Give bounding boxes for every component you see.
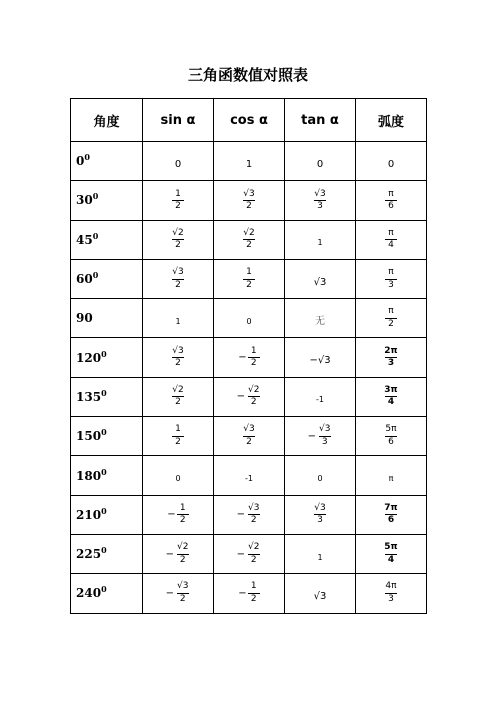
cell-value: −√3 [309, 355, 331, 367]
angle-value: 240 [76, 586, 102, 601]
table-row [71, 338, 427, 377]
tan-cell [285, 495, 356, 534]
fraction-numerator: √2 [172, 384, 184, 395]
cell-value: 0 [387, 158, 395, 170]
radian-cell [356, 574, 427, 613]
fraction [246, 543, 261, 565]
degree-superscript: 0 [92, 191, 99, 202]
radian-cell [356, 417, 427, 456]
degree-superscript: 0 [101, 466, 107, 477]
fraction-numerator: √2 [172, 227, 184, 238]
fraction [385, 307, 397, 329]
angle-cell [71, 377, 143, 416]
degree-superscript: 0 [84, 152, 90, 163]
cell-value: 1 [317, 238, 323, 248]
tan-cell [285, 299, 356, 338]
fraction-denominator: 6 [385, 200, 397, 211]
fraction [170, 268, 185, 290]
sin-cell [143, 338, 214, 377]
fraction-numerator: 1 [175, 424, 181, 435]
fraction-numerator: √3 [172, 267, 184, 278]
angle-cell [71, 534, 143, 573]
table-row [71, 299, 427, 338]
minus-sign: − [167, 509, 176, 521]
fraction-denominator: 2 [243, 279, 255, 290]
cos-cell [214, 142, 285, 181]
fraction [175, 582, 190, 604]
cell-value: 1 [317, 552, 323, 562]
fraction-numerator: √2 [243, 227, 255, 238]
angle-cell [71, 574, 143, 613]
fraction-denominator: 2 [172, 396, 184, 407]
tan-cell [285, 417, 356, 456]
fraction [382, 504, 399, 526]
fraction-numerator: √3 [247, 502, 260, 513]
fraction-denominator: 6 [385, 436, 397, 447]
fraction-denominator: 4 [385, 396, 397, 407]
fraction-numerator: √3 [172, 345, 184, 356]
radian-cell [356, 377, 427, 416]
angle-cell [71, 220, 143, 259]
table-row [71, 574, 427, 613]
tan-cell [285, 338, 356, 377]
angle-value: 0 [76, 154, 85, 169]
sin-cell [143, 220, 214, 259]
fraction-denominator: 2 [243, 200, 255, 211]
cos-cell [214, 181, 285, 220]
sin-cell [143, 377, 214, 416]
table-row [71, 534, 427, 573]
fraction [170, 347, 185, 369]
fraction-denominator: 2 [177, 593, 189, 604]
degree-superscript: 0 [101, 584, 107, 595]
fraction-numerator: 4π [385, 581, 397, 592]
fraction-denominator: 4 [385, 239, 397, 250]
angle-value: 30 [76, 193, 93, 208]
table-row [71, 142, 427, 181]
fraction [243, 268, 255, 290]
fraction [246, 386, 261, 408]
sin-cell [143, 299, 214, 338]
fraction [172, 425, 184, 447]
fraction-denominator: 3 [314, 200, 326, 211]
fraction-numerator: 5π [384, 542, 398, 553]
fraction-denominator: 2 [248, 396, 260, 407]
fraction-denominator: 2 [172, 239, 184, 250]
tan-cell [285, 456, 356, 495]
table-row [71, 220, 427, 259]
fraction-numerator: 5π [385, 424, 397, 435]
fraction-numerator: √3 [243, 424, 255, 435]
header-angle: 角度 [71, 99, 143, 142]
fraction [175, 543, 190, 565]
radian-cell [356, 534, 427, 573]
tan-cell [285, 220, 356, 259]
cos-cell [214, 456, 285, 495]
fraction [248, 582, 260, 604]
fraction-denominator: 2 [172, 436, 184, 447]
angle-value: 90 [76, 311, 93, 326]
minus-sign: − [238, 352, 247, 364]
cell-value: 1 [245, 158, 253, 170]
fraction [241, 229, 256, 251]
angle-value: 60 [76, 272, 93, 287]
cos-cell [214, 574, 285, 613]
fraction [241, 425, 256, 447]
cell-value: 0 [317, 474, 323, 484]
header-tan: tan α [285, 99, 356, 142]
fraction-denominator: 2 [248, 357, 260, 368]
fraction-denominator: 2 [248, 514, 260, 525]
table-header-row [71, 99, 427, 142]
fraction [317, 425, 332, 447]
minus-sign: − [236, 391, 245, 403]
fraction-denominator: 3 [385, 357, 397, 368]
radian-cell [356, 142, 427, 181]
fraction-denominator: 2 [177, 554, 189, 565]
tan-cell [285, 534, 356, 573]
fraction-denominator: 3 [319, 436, 331, 447]
fraction-denominator: 2 [248, 593, 260, 604]
fraction-numerator: √3 [176, 581, 189, 592]
cell-value: 0 [175, 474, 181, 484]
cos-cell [214, 417, 285, 456]
fraction-denominator: 2 [172, 357, 184, 368]
radian-cell [356, 495, 427, 534]
fraction-numerator: 1 [250, 345, 257, 356]
cos-cell [214, 299, 285, 338]
fraction-numerator: 1 [246, 267, 252, 278]
radian-cell [356, 220, 427, 259]
cell-value: π [388, 474, 394, 484]
table-row [71, 495, 427, 534]
minus-sign: − [165, 587, 174, 599]
fraction [177, 504, 189, 526]
sin-cell [143, 181, 214, 220]
degree-superscript: 0 [92, 270, 99, 281]
angle-cell [71, 495, 143, 534]
fraction-numerator: π [388, 188, 394, 199]
minus-sign: − [236, 509, 245, 521]
tan-cell [285, 574, 356, 613]
angle-cell [71, 299, 143, 338]
fraction-numerator: √3 [318, 424, 331, 435]
fraction [383, 425, 398, 447]
trig-value-table [70, 98, 427, 614]
minus-sign: − [236, 548, 245, 560]
degree-superscript: 0 [92, 230, 99, 241]
fraction [385, 229, 397, 251]
fraction-numerator: π [388, 306, 394, 317]
fraction-denominator: 3 [385, 593, 397, 604]
fraction [246, 504, 261, 526]
angle-cell [71, 338, 143, 377]
fraction-numerator: √3 [314, 502, 326, 513]
fraction-numerator: 1 [179, 502, 186, 513]
angle-cell [71, 456, 143, 495]
fraction-numerator: 2π [384, 345, 398, 356]
sin-cell [143, 142, 214, 181]
fraction-denominator: 2 [243, 436, 255, 447]
angle-cell [71, 142, 143, 181]
fraction [172, 190, 184, 212]
tan-cell [285, 259, 356, 298]
fraction [170, 229, 185, 251]
fraction-numerator: 7π [384, 502, 398, 513]
radian-cell [356, 338, 427, 377]
fraction-denominator: 2 [243, 239, 255, 250]
fraction-denominator: 2 [172, 200, 184, 211]
radian-cell [356, 299, 427, 338]
cos-cell [214, 495, 285, 534]
cos-cell [214, 377, 285, 416]
fraction [382, 543, 399, 565]
cell-value: √3 [313, 590, 327, 602]
cos-cell [214, 220, 285, 259]
angle-cell [71, 181, 143, 220]
radian-cell [356, 456, 427, 495]
sin-cell [143, 456, 214, 495]
degree-superscript: 0 [101, 427, 107, 438]
fraction [382, 386, 399, 408]
degree-superscript: 0 [101, 505, 107, 516]
sin-cell [143, 259, 214, 298]
cell-value: -1 [245, 474, 253, 484]
angle-value: 135 [76, 389, 102, 404]
tan-cell [285, 377, 356, 416]
fraction-numerator: π [388, 267, 394, 278]
cell-value: 0 [174, 158, 182, 170]
sin-cell [143, 417, 214, 456]
minus-sign: − [165, 548, 174, 560]
fraction-denominator: 2 [385, 318, 397, 329]
angle-cell [71, 417, 143, 456]
angle-value: 120 [76, 350, 102, 365]
radian-cell [356, 259, 427, 298]
tan-cell [285, 181, 356, 220]
table-body [71, 142, 427, 614]
table-row [71, 259, 427, 298]
sin-cell [143, 574, 214, 613]
fraction [383, 582, 398, 604]
fraction [385, 190, 397, 212]
cos-cell [214, 259, 285, 298]
sin-cell [143, 495, 214, 534]
fraction-numerator: 1 [250, 581, 257, 592]
fraction-denominator: 2 [248, 554, 260, 565]
fraction [385, 268, 397, 290]
fraction-numerator: √2 [247, 384, 260, 395]
fraction-numerator: √3 [314, 188, 326, 199]
fraction [248, 347, 260, 369]
radian-cell [356, 181, 427, 220]
fraction [170, 386, 185, 408]
cos-cell [214, 338, 285, 377]
header-sin: sin α [143, 99, 214, 142]
angle-value: 225 [76, 547, 102, 562]
cell-value: 0 [316, 158, 324, 170]
cell-value: -1 [316, 395, 324, 405]
fraction-denominator: 3 [385, 279, 397, 290]
fraction-denominator: 6 [385, 514, 397, 525]
cell-value: 0 [246, 316, 252, 326]
minus-sign: − [238, 587, 247, 599]
fraction [241, 190, 256, 212]
degree-superscript: 0 [101, 387, 107, 398]
fraction-numerator: √3 [243, 188, 255, 199]
tan-cell [285, 142, 356, 181]
fraction-numerator: √2 [176, 542, 189, 553]
fraction-denominator: 2 [177, 514, 189, 525]
angle-cell [71, 259, 143, 298]
sin-cell [143, 534, 214, 573]
degree-superscript: 0 [101, 348, 107, 359]
minus-sign: − [307, 430, 316, 442]
fraction [312, 504, 327, 526]
cell-value: 无 [315, 315, 325, 327]
angle-value: 45 [76, 232, 93, 247]
angle-value: 150 [76, 429, 102, 444]
fraction-numerator: 3π [384, 384, 398, 395]
fraction-denominator: 4 [385, 554, 397, 565]
fraction-numerator: π [388, 227, 394, 238]
degree-superscript: 0 [101, 545, 107, 556]
table-row [71, 417, 427, 456]
table-row [71, 456, 427, 495]
angle-value: 180 [76, 468, 102, 483]
fraction [312, 190, 327, 212]
cell-value: √3 [313, 276, 327, 288]
fraction-numerator: √2 [247, 542, 260, 553]
cos-cell [214, 534, 285, 573]
cell-value: 1 [175, 316, 181, 326]
angle-value: 210 [76, 507, 102, 522]
table-row [71, 377, 427, 416]
page-title: 三角函数值对照表 [187, 66, 308, 84]
fraction-numerator: 1 [175, 188, 181, 199]
fraction-denominator: 2 [172, 279, 184, 290]
header-radian: 弧度 [356, 99, 427, 142]
fraction-denominator: 3 [314, 514, 326, 525]
table-row [71, 181, 427, 220]
header-cos: cos α [214, 99, 285, 142]
fraction [382, 347, 399, 369]
